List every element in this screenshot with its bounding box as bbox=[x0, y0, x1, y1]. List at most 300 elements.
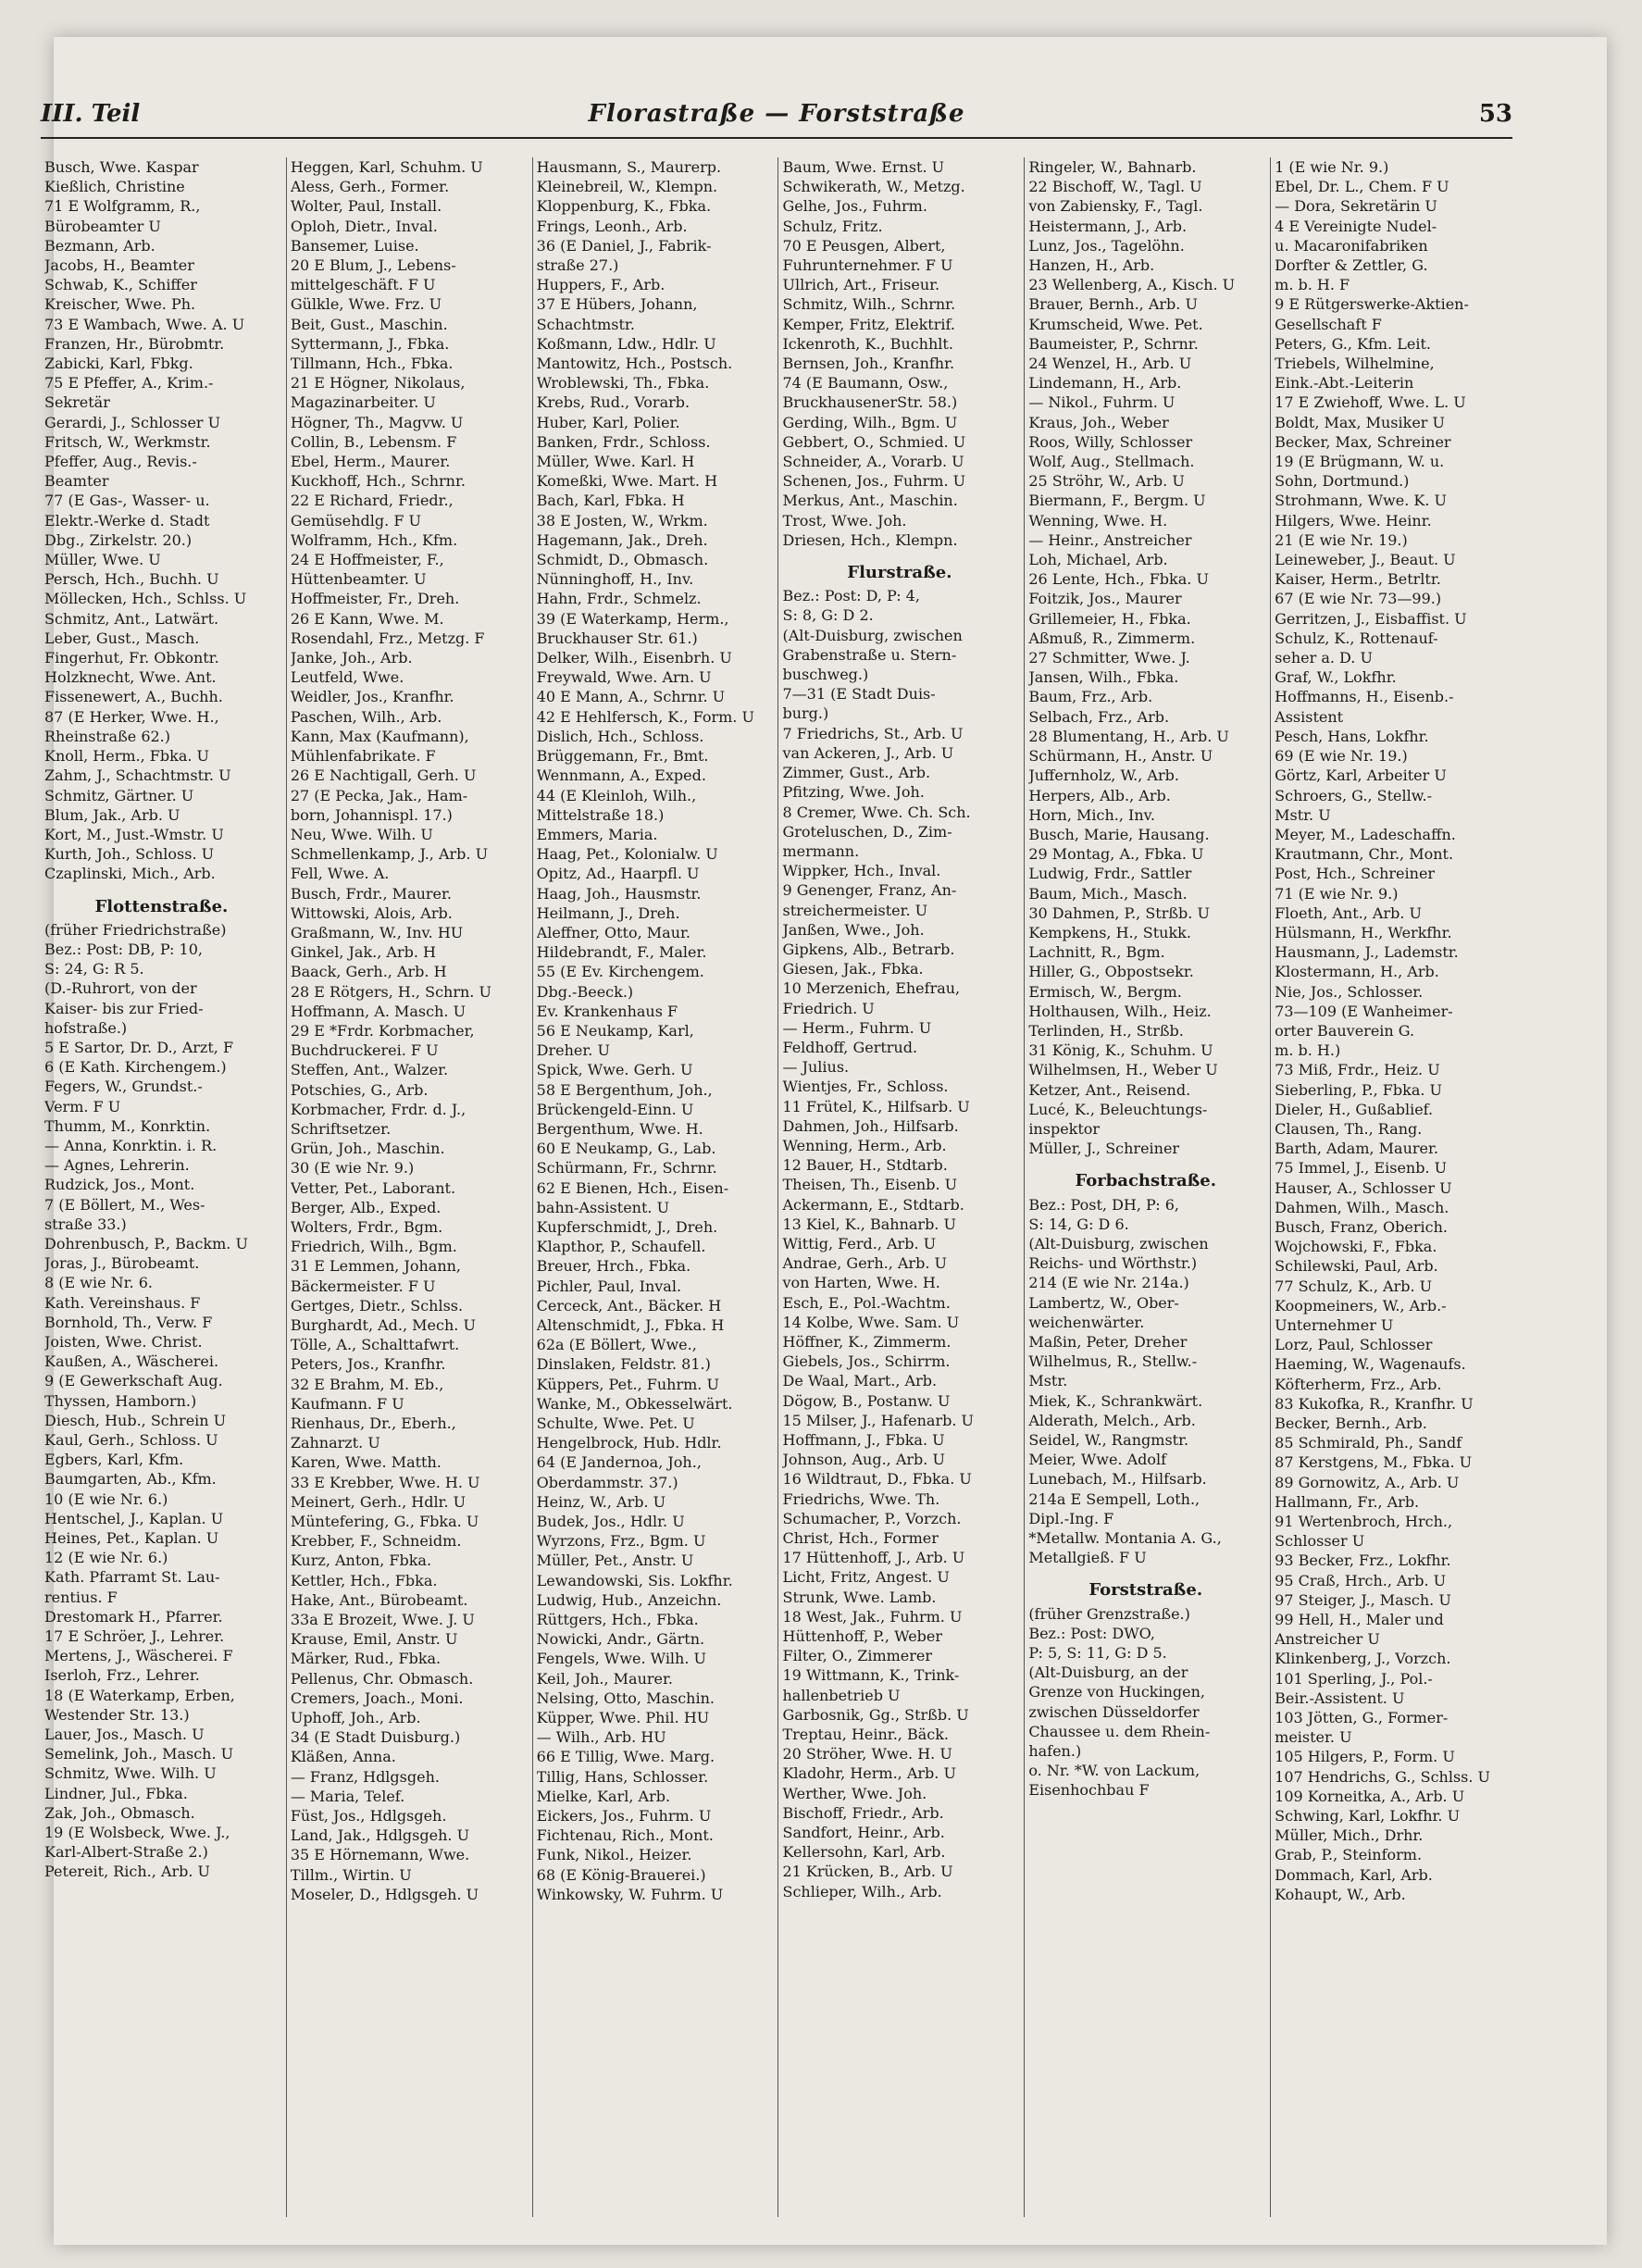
directory-entry: seher a. D. U bbox=[1275, 649, 1373, 667]
directory-entry: hallenbetrieb U bbox=[782, 1686, 901, 1704]
directory-entry: Nelsing, Otto, Maschin. bbox=[536, 1689, 715, 1707]
directory-entry: 21 Krücken, B., Arb. U bbox=[782, 1863, 953, 1881]
directory-entry: 66 E Tillig, Wwe. Marg. bbox=[536, 1748, 715, 1766]
directory-entry: Komeßki, Wwe. Mart. H bbox=[536, 472, 718, 491]
directory-entry: Kohaupt, W., Arb. bbox=[1275, 1885, 1406, 1903]
directory-entry: zwischen Düsseldorfer bbox=[1028, 1702, 1200, 1721]
street-heading: Forbachstraße. bbox=[1075, 1171, 1217, 1191]
directory-entry: 29 E *Frdr. Korbmacher, bbox=[290, 1021, 475, 1040]
directory-entry: Dreher. U bbox=[536, 1041, 610, 1060]
directory-entry: Freywald, Wwe. Arn. U bbox=[536, 668, 712, 687]
directory-entry: Garbosnik, Gg., Strßb. U bbox=[782, 1705, 969, 1724]
directory-entry: Kleinebreil, W., Klempn. bbox=[536, 178, 718, 196]
directory-entry: u. Macaronifabriken bbox=[1275, 236, 1428, 255]
directory-entry: Gertges, Dietr., Schlss. bbox=[290, 1296, 464, 1315]
directory-entry: Mstr. bbox=[1028, 1372, 1068, 1390]
directory-entry: Heilmann, J., Dreh. bbox=[536, 903, 680, 922]
directory-entry: Lorz, Paul, Schlosser bbox=[1275, 1336, 1433, 1354]
directory-entry: Brauer, Bernh., Arb. U bbox=[1028, 295, 1198, 314]
directory-entry: 93 Becker, Frz., Lokfhr. bbox=[1275, 1551, 1451, 1570]
directory-entry: Clausen, Th., Rang. bbox=[1275, 1119, 1423, 1138]
directory-entry: Kießlich, Christine bbox=[44, 178, 185, 196]
directory-entry: Grillemeier, H., Fbka. bbox=[1028, 609, 1191, 628]
directory-entry: Heistermann, J., Arb. bbox=[1028, 217, 1188, 235]
directory-entry: (Alt-Duisburg, an der bbox=[1028, 1664, 1188, 1682]
directory-entry: Kaul, Gerh., Schloss. U bbox=[44, 1431, 218, 1449]
directory-entry: (Alt-Duisburg, zwischen bbox=[1028, 1234, 1209, 1252]
directory-entry: Kurz, Anton, Fbka. bbox=[290, 1551, 432, 1570]
directory-entry: 37 E Hübers, Johann, bbox=[536, 295, 698, 314]
directory-entry: Fell, Wwe. A. bbox=[290, 865, 390, 883]
directory-entry: Wolters, Frdr., Bgm. bbox=[290, 1217, 443, 1236]
directory-entry: Roos, Willy, Schlosser bbox=[1028, 432, 1193, 451]
directory-entry: Bernsen, Joh., Kranfhr. bbox=[782, 355, 955, 373]
directory-entry: 31 E Lemmen, Johann, bbox=[290, 1257, 462, 1276]
directory-entry: 33a E Brozeit, Wwe. J. U bbox=[290, 1611, 475, 1629]
directory-entry: Schwing, Karl, Lokfhr. U bbox=[1275, 1807, 1461, 1826]
directory-entry: Baack, Gerh., Arb. H bbox=[290, 963, 447, 981]
directory-entry: Gipkens, Alb., Betrarb. bbox=[782, 940, 955, 958]
directory-entry: 8 Cremer, Wwe. Ch. Sch. bbox=[782, 803, 971, 821]
directory-entry: Ebel, Herm., Maurer. bbox=[290, 453, 451, 471]
directory-entry: Lucé, K., Beleuchtungs- bbox=[1028, 1100, 1208, 1118]
directory-entry: Kempkens, H., Stukk. bbox=[1028, 923, 1191, 941]
directory-entry: meister. U bbox=[1275, 1728, 1352, 1747]
directory-entry: Dahmen, Wilh., Masch. bbox=[1275, 1198, 1449, 1216]
directory-entry: Schulz, Fritz. bbox=[782, 217, 883, 235]
directory-entry: Drestomark H., Pfarrer. bbox=[44, 1607, 223, 1626]
directory-entry: 77 (E Gas-, Wasser- u. bbox=[44, 492, 210, 510]
directory-entry: Lambertz, W., Ober- bbox=[1028, 1293, 1179, 1312]
directory-entry: Baum, Frz., Arb. bbox=[1028, 688, 1153, 706]
directory-entry: Giesen, Jak., Fbka. bbox=[782, 960, 924, 978]
directory-entry: hofstraße.) bbox=[44, 1018, 128, 1037]
directory-entry: 91 Wertenbroch, Hrch., bbox=[1275, 1513, 1453, 1531]
directory-entry: Hallmann, Fr., Arb. bbox=[1275, 1492, 1420, 1511]
directory-entry: Bansemer, Luise. bbox=[290, 236, 419, 255]
directory-entry: 62a (E Böllert, Wwe., bbox=[536, 1336, 697, 1354]
directory-entry: Dinslaken, Feldstr. 81.) bbox=[536, 1355, 711, 1374]
directory-entry: 73 E Wambach, Wwe. A. U bbox=[44, 315, 245, 333]
directory-entry: Krebber, F., Schneidm. bbox=[290, 1532, 462, 1551]
directory-entry: Oberdammstr. 37.) bbox=[536, 1473, 678, 1491]
directory-entry: Persch, Hch., Buchh. U bbox=[44, 570, 219, 589]
directory-entry: Schürmann, H., Anstr. U bbox=[1028, 747, 1213, 766]
directory-entry: 18 West, Jak., Fuhrm. U bbox=[782, 1607, 963, 1626]
directory-entry: Brüggemann, Fr., Bmt. bbox=[536, 747, 709, 766]
directory-entry: Meyer, M., Ladeschaffn. bbox=[1275, 825, 1456, 843]
directory-entry: Ludwig, Hub., Anzeichn. bbox=[536, 1590, 722, 1609]
running-title: Florastraße — Forststraße bbox=[588, 100, 965, 128]
directory-entry: Schulte, Wwe. Pet. U bbox=[536, 1414, 695, 1432]
directory-entry: Gerding, Wilh., Bgm. U bbox=[782, 413, 958, 431]
directory-entry: 74 (E Baumann, Osw., bbox=[782, 374, 949, 393]
page-header bbox=[41, 81, 1512, 139]
directory-entry: Petereit, Rich., Arb. U bbox=[44, 1863, 211, 1881]
directory-entry: Kaiser, Herm., Betrltr. bbox=[1275, 570, 1441, 589]
directory-entry: Ebel, Dr. L., Chem. F U bbox=[1275, 178, 1449, 196]
directory-entry: 17 Hüttenhoff, J., Arb. U bbox=[782, 1549, 965, 1567]
directory-entry: Leutfeld, Wwe. bbox=[290, 668, 404, 687]
directory-entry: Baum, Wwe. Ernst. U bbox=[782, 158, 945, 176]
directory-entry: — Franz, Hdlgsgeh. bbox=[290, 1767, 440, 1786]
directory-entry: Licht, Fritz, Angest. U bbox=[782, 1568, 950, 1587]
directory-entry: Mstr. U bbox=[1275, 805, 1331, 824]
directory-entry: Wenning, Wwe. H. bbox=[1028, 511, 1168, 530]
directory-entry: Küpper, Wwe. Phil. HU bbox=[536, 1709, 710, 1727]
directory-entry: mittelgeschäft. F U bbox=[290, 276, 436, 294]
directory-entry: Foitzik, Jos., Maurer bbox=[1028, 590, 1182, 608]
directory-entry: Aßmuß, R., Zimmerm. bbox=[1028, 629, 1196, 647]
directory-entry: Mittelstraße 18.) bbox=[536, 805, 665, 824]
directory-entry: Eickers, Jos., Fuhrm. U bbox=[536, 1807, 712, 1826]
directory-entry: Gemüsehdlg. F U bbox=[290, 511, 421, 530]
directory-entry: 9 (E Gewerkschaft Aug. bbox=[44, 1372, 223, 1390]
directory-entry: 1 (E wie Nr. 9.) bbox=[1275, 158, 1389, 176]
directory-entry: Nünninghoff, H., Inv. bbox=[536, 570, 694, 589]
directory-entry: buschweg.) bbox=[782, 666, 869, 684]
directory-entry: Jansen, Wilh., Fbka. bbox=[1028, 668, 1179, 687]
directory-entry: Breuer, Hrch., Fbka. bbox=[536, 1257, 691, 1276]
directory-entry: Holzknecht, Wwe. Ant. bbox=[44, 668, 217, 687]
directory-entry: 28 E Rötgers, H., Schrn. U bbox=[290, 982, 491, 1001]
directory-entry: 60 E Neukamp, G., Lab. bbox=[536, 1140, 716, 1158]
directory-entry: 9 Genenger, Franz, An- bbox=[782, 881, 957, 900]
directory-entry: Schroers, G., Stellw.- bbox=[1275, 786, 1432, 804]
directory-entry: Schlosser U bbox=[1275, 1532, 1365, 1551]
directory-entry: (früher Grenzstraße.) bbox=[1028, 1604, 1190, 1623]
directory-entry: 105 Hilgers, P., Form. U bbox=[1275, 1748, 1455, 1766]
directory-entry: Wippker, Hch., Inval. bbox=[782, 862, 941, 880]
directory-entry: Bezmann, Arb. bbox=[44, 236, 155, 255]
directory-entry: Jacobs, H., Beamter bbox=[44, 256, 194, 275]
directory-entry: 58 E Bergenthum, Joh., bbox=[536, 1080, 713, 1099]
directory-entry: Sekretär bbox=[44, 393, 110, 412]
directory-entry: 12 (E wie Nr. 6.) bbox=[44, 1549, 168, 1567]
directory-entry: Feldhoff, Gertrud. bbox=[782, 1038, 918, 1056]
directory-entry: Lunz, Jos., Tagelöhn. bbox=[1028, 236, 1185, 255]
directory-entry: Heinz, W., Arb. U bbox=[536, 1492, 666, 1511]
directory-entry: Weidler, Jos., Kranfhr. bbox=[290, 688, 454, 706]
directory-entry: Krause, Emil, Anstr. U bbox=[290, 1630, 458, 1649]
page-number: 53 bbox=[1478, 100, 1512, 128]
directory-entry: 21 E Högner, Nikolaus, bbox=[290, 374, 466, 393]
directory-entry: Dohrenbusch, P., Backm. U bbox=[44, 1234, 248, 1252]
directory-entry: Müntefering, G., Fbka. U bbox=[290, 1513, 479, 1531]
directory-entry: Johnson, Aug., Arb. U bbox=[782, 1451, 945, 1469]
directory-entry: Gesellschaft F bbox=[1275, 315, 1382, 333]
directory-entry: Opitz, Ad., Haarpfl. U bbox=[536, 865, 700, 883]
directory-entry: Wolf, Aug., Stellmach. bbox=[1028, 453, 1195, 471]
directory-entry: Delker, Wilh., Eisenbrh. U bbox=[536, 649, 732, 667]
directory-entry: — Julius. bbox=[782, 1058, 850, 1077]
directory-entry: Frings, Leonh., Arb. bbox=[536, 217, 688, 235]
directory-entry: Diesch, Hub., Schrein U bbox=[44, 1411, 227, 1429]
directory-entry: Sandfort, Heinr., Arb. bbox=[782, 1824, 945, 1842]
directory-entry: Hiller, G., Obpostsekr. bbox=[1028, 963, 1194, 981]
directory-entry: Holthausen, Wilh., Heiz. bbox=[1028, 1002, 1212, 1020]
directory-entry: Graf, W., Lokfhr. bbox=[1275, 668, 1397, 687]
directory-entry: 28 Blumentang, H., Arb. U bbox=[1028, 727, 1229, 745]
directory-entry: Görtz, Karl, Arbeiter U bbox=[1275, 766, 1447, 785]
directory-entry: 77 Schulz, K., Arb. U bbox=[1275, 1277, 1433, 1295]
directory-entry: Triebels, Wilhelmine, bbox=[1275, 355, 1435, 373]
directory-entry: S: 8, G: D 2. bbox=[782, 606, 874, 625]
directory-entry: Schmitz, Gärtner. U bbox=[44, 786, 194, 804]
directory-entry: Wyrzons, Frz., Bgm. U bbox=[536, 1532, 706, 1551]
directory-entry: Grab, P., Steinform. bbox=[1275, 1846, 1423, 1864]
directory-entry: Dipl.-Ing. F bbox=[1028, 1509, 1114, 1527]
directory-entry: Huber, Karl, Polier. bbox=[536, 413, 680, 431]
directory-entry: Kaufmann. F U bbox=[290, 1394, 404, 1413]
directory-entry: Dommach, Karl, Arb. bbox=[1275, 1865, 1433, 1884]
directory-entry: 17 E Schröer, J., Lehrer. bbox=[44, 1627, 225, 1646]
directory-entry: Dieler, H., Gußablief. bbox=[1275, 1100, 1434, 1118]
directory-entry: Hüttenbeamter. U bbox=[290, 570, 427, 589]
directory-entry: 214a E Sempell, Loth., bbox=[1028, 1489, 1200, 1508]
directory-entry: Ev. Krankenhaus F bbox=[536, 1002, 678, 1020]
directory-entry: Egbers, Karl, Kfm. bbox=[44, 1451, 184, 1469]
directory-entry: 55 (E Ev. Kirchengem. bbox=[536, 963, 704, 981]
directory-entry: Ringeler, W., Bahnarb. bbox=[1028, 158, 1197, 176]
directory-entry: S: 24, G: R 5. bbox=[44, 960, 144, 978]
directory-entry: Blum, Jak., Arb. U bbox=[44, 805, 180, 824]
directory-entry: Gerardi, J., Schlosser U bbox=[44, 413, 221, 431]
directory-entry: 20 E Blum, J., Lebens- bbox=[290, 256, 456, 275]
directory-entry: Beamter bbox=[44, 472, 109, 491]
directory-entry: Zahm, J., Schachtmstr. U bbox=[44, 766, 231, 785]
directory-entry: 10 (E wie Nr. 6.) bbox=[44, 1489, 168, 1508]
directory-entry: Rosendahl, Frz., Metzg. F bbox=[290, 629, 485, 647]
directory-entry: 29 Montag, A., Fbka. U bbox=[1028, 845, 1204, 864]
directory-entry: Hagemann, Jak., Dreh. bbox=[536, 530, 708, 549]
directory-entry: Dorfter & Zettler, G. bbox=[1275, 256, 1428, 275]
directory-entry: Zimmer, Gust., Arb. bbox=[782, 764, 931, 782]
column-4 bbox=[777, 157, 1020, 2217]
directory-entry: Müller, J., Schreiner bbox=[1028, 1140, 1180, 1158]
directory-entry: Magazinarbeiter. U bbox=[290, 393, 436, 412]
directory-entry: Neu, Wwe. Wilh. U bbox=[290, 825, 433, 843]
directory-entry: 31 König, K., Schuhm. U bbox=[1028, 1041, 1213, 1060]
directory-entry: Hoffmann, A. Masch. U bbox=[290, 1002, 466, 1020]
directory-entry: Aleffner, Otto, Maur. bbox=[536, 923, 690, 941]
directory-entry: Gerritzen, J., Eisbaffist. U bbox=[1275, 609, 1467, 628]
directory-entry: Klinkenberg, J., Vorzch. bbox=[1275, 1650, 1451, 1668]
directory-entry: Burghardt, Ad., Mech. U bbox=[290, 1315, 476, 1334]
directory-entry: Elektr.-Werke d. Stadt bbox=[44, 511, 210, 530]
directory-entry: — Dora, Sekretärin U bbox=[1275, 197, 1437, 216]
directory-entry: Rienhaus, Dr., Eberh., bbox=[290, 1414, 456, 1432]
directory-entry: Kupferschmidt, J., Dreh. bbox=[536, 1217, 718, 1236]
directory-entry: Küppers, Pet., Fuhrm. U bbox=[536, 1375, 719, 1393]
directory-entry: m. b. H.) bbox=[1275, 1041, 1341, 1060]
directory-entry: Kaiser- bis zur Fried- bbox=[44, 999, 204, 1017]
directory-entry: Friedrich, Wilh., Bgm. bbox=[290, 1238, 457, 1256]
directory-entry: 214 (E wie Nr. 214a.) bbox=[1028, 1274, 1189, 1292]
directory-entry: Peters, G., Kfm. Leit. bbox=[1275, 334, 1431, 353]
directory-entry: Klapthor, P., Schaufell. bbox=[536, 1238, 706, 1256]
directory-entry: 22 E Richard, Friedr., bbox=[290, 492, 454, 510]
directory-entry: Selbach, Frz., Arb. bbox=[1028, 707, 1170, 726]
directory-entry: Pfitzing, Wwe. Joh. bbox=[782, 783, 925, 802]
directory-entry: Hüttenhoff, P., Weber bbox=[782, 1627, 943, 1646]
directory-entry: Gebbert, O., Schmied. U bbox=[782, 432, 966, 451]
directory-entry: Budek, Jos., Hdlr. U bbox=[536, 1513, 685, 1531]
directory-entry: Klostermann, H., Arb. bbox=[1275, 963, 1439, 981]
directory-entry: Strohmann, Wwe. K. U bbox=[1275, 492, 1447, 510]
directory-entry: (Alt-Duisburg, zwischen bbox=[782, 626, 963, 644]
directory-entry: Grabenstraße u. Stern- bbox=[782, 645, 957, 664]
directory-entry: Nowicki, Andr., Gärtn. bbox=[536, 1630, 705, 1649]
directory-entry: Kellersohn, Karl, Arb. bbox=[782, 1843, 946, 1862]
directory-entry: Horn, Mich., Inv. bbox=[1028, 805, 1155, 824]
directory-entry: Bruckhauser Str. 61.) bbox=[536, 629, 698, 647]
directory-entry: Aless, Gerh., Former. bbox=[290, 178, 450, 196]
directory-entry: Schilewski, Paul, Arb. bbox=[1275, 1257, 1438, 1276]
directory-entry: 30 (E wie Nr. 9.) bbox=[290, 1159, 415, 1178]
directory-entry: Lachnitt, R., Bgm. bbox=[1028, 943, 1165, 962]
directory-entry: Hülsmann, H., Werkfhr. bbox=[1275, 923, 1452, 941]
directory-entry: van Ackeren, J., Arb. U bbox=[782, 743, 954, 762]
directory-entry: Hoffmanns, H., Eisenb.- bbox=[1275, 688, 1454, 706]
directory-entry: Eink.-Abt.-Leiterin bbox=[1275, 374, 1414, 393]
directory-entry: Steffen, Ant., Walzer. bbox=[290, 1061, 449, 1079]
directory-entry: 7—31 (E Stadt Duis- bbox=[782, 685, 936, 704]
directory-entry: Wolframm, Hch., Kfm. bbox=[290, 530, 458, 549]
directory-entry: Fuhrunternehmer. F U bbox=[782, 256, 953, 275]
directory-entry: streichermeister. U bbox=[782, 901, 928, 919]
directory-entry: 13 Kiel, K., Bahnarb. U bbox=[782, 1215, 956, 1233]
directory-entry: Müller, Mich., Drhr. bbox=[1275, 1826, 1424, 1845]
directory-entry: Vetter, Pet., Laborant. bbox=[290, 1178, 456, 1197]
directory-entry: 73—109 (E Wanheimer- bbox=[1275, 1002, 1453, 1020]
directory-entry: Lewandowski, Sis. Lokfhr. bbox=[536, 1571, 733, 1589]
directory-entry: Mielke, Karl, Arb. bbox=[536, 1787, 671, 1805]
directory-entry: von Zabiensky, F., Tagl. bbox=[1028, 197, 1203, 216]
directory-entry: Driesen, Hch., Klempn. bbox=[782, 530, 958, 549]
directory-entry: 101 Sperling, J., Pol.- bbox=[1275, 1669, 1433, 1688]
directory-entry: Gülkle, Wwe. Frz. U bbox=[290, 295, 442, 314]
directory-entry: Nie, Jos., Schlosser. bbox=[1275, 982, 1424, 1001]
directory-entry: 62 E Bienen, Hch., Eisen- bbox=[536, 1178, 729, 1197]
directory-entry: Bornhold, Th., Verw. F bbox=[44, 1313, 213, 1331]
directory-entry: 67 (E wie Nr. 73—99.) bbox=[1275, 590, 1442, 608]
directory-entry: Kath. Vereinshaus. F bbox=[44, 1293, 201, 1312]
directory-entry: Hoffmann, J., Fbka. U bbox=[782, 1431, 945, 1449]
directory-entry: Terlinden, H., Strßb. bbox=[1028, 1021, 1184, 1040]
directory-entry: Becker, Bernh., Arb. bbox=[1275, 1414, 1427, 1432]
directory-entry: Bürobeamter U bbox=[44, 217, 161, 235]
directory-entry: Altenschmidt, J., Fbka. H bbox=[536, 1315, 725, 1334]
directory-entry: Meier, Wwe. Adolf bbox=[1028, 1451, 1167, 1469]
directory-entry: Loh, Michael, Arb. bbox=[1028, 551, 1168, 569]
directory-entry: 7 Friedrichs, St., Arb. U bbox=[782, 724, 964, 742]
directory-entry: 34 (E Stadt Duisburg.) bbox=[290, 1728, 461, 1747]
directory-entry: Ginkel, Jak., Arb. H bbox=[290, 943, 436, 962]
directory-entry: 11 Frütel, K., Hilfsarb. U bbox=[782, 1097, 970, 1115]
directory-entry: burg.) bbox=[782, 704, 829, 723]
directory-entry: Pfeffer, Aug., Revis.- bbox=[44, 453, 197, 471]
directory-entry: Wilhelmus, R., Stellw.- bbox=[1028, 1352, 1198, 1371]
directory-entry: mermann. bbox=[782, 841, 860, 860]
directory-entry: Westender Str. 13.) bbox=[44, 1705, 190, 1724]
directory-entry: Giebels, Jos., Schirrm. bbox=[782, 1352, 951, 1371]
directory-entry: 27 Schmitter, Wwe. J. bbox=[1028, 649, 1190, 667]
directory-entry: Baumgarten, Ab., Kfm. bbox=[44, 1470, 217, 1489]
directory-entry: Gelhe, Jos., Fuhrm. bbox=[782, 197, 927, 216]
directory-entry: Czaplinski, Mich., Arb. bbox=[44, 865, 216, 883]
directory-entry: born, Johannispl. 17.) bbox=[290, 805, 453, 824]
directory-entry: Tölle, A., Schalttafwrt. bbox=[290, 1336, 460, 1354]
directory-entry: Wientjes, Fr., Schloss. bbox=[782, 1078, 949, 1096]
directory-entry: weichenwärter. bbox=[1028, 1313, 1145, 1331]
directory-entry: Wennmann, A., Exped. bbox=[536, 766, 706, 785]
directory-entry: Brückengeld-Einn. U bbox=[536, 1100, 694, 1118]
directory-entry: 5 E Sartor, Dr. D., Arzt, F bbox=[44, 1038, 234, 1056]
directory-entry: S: 14, G: D 6. bbox=[1028, 1215, 1129, 1233]
directory-entry: 30 Dahmen, P., Strßb. U bbox=[1028, 903, 1210, 922]
directory-entry: 83 Kukofka, R., Kranfhr. U bbox=[1275, 1394, 1474, 1413]
directory-entry: Bach, Karl, Fbka. H bbox=[536, 492, 685, 510]
directory-entry: Haag, Joh., Hausmstr. bbox=[536, 884, 702, 903]
directory-entry: Müller, Wwe. U bbox=[44, 551, 161, 569]
directory-entry: 39 (E Waterkamp, Herm., bbox=[536, 609, 729, 628]
directory-entry: Verm. F U bbox=[44, 1097, 121, 1115]
directory-entry: Kann, Max (Kaufmann), bbox=[290, 727, 469, 745]
street-heading: Forststraße. bbox=[1088, 1580, 1203, 1601]
directory-entry: Buchdruckerei. F U bbox=[290, 1041, 439, 1060]
directory-entry: Bez.: Post: D, P: 4, bbox=[782, 587, 920, 605]
directory-entry: Schulz, K., Rottenauf- bbox=[1275, 629, 1438, 647]
directory-entry: Korbmacher, Frdr. d. J., bbox=[290, 1100, 466, 1118]
directory-entry: Hanzen, H., Arb. bbox=[1028, 256, 1155, 275]
directory-entry: Schumacher, P., Vorzch. bbox=[782, 1509, 962, 1527]
directory-entry: Kreischer, Wwe. Ph. bbox=[44, 295, 196, 314]
directory-entry: Iserloh, Frz., Lehrer. bbox=[44, 1666, 200, 1685]
directory-entry: Fingerhut, Fr. Obkontr. bbox=[44, 649, 219, 667]
directory-entry: Schwikerath, W., Metzg. bbox=[782, 178, 965, 196]
directory-entry: Wilhelmsen, H., Weber U bbox=[1028, 1061, 1218, 1079]
text-columns bbox=[41, 157, 1512, 2217]
directory-entry: Rheinstraße 62.) bbox=[44, 727, 170, 745]
directory-entry: Keil, Joh., Maurer. bbox=[536, 1669, 673, 1688]
directory-entry: 27 (E Pecka, Jak., Ham- bbox=[290, 786, 468, 804]
directory-entry: Dbg., Zirkelstr. 20.) bbox=[44, 530, 193, 549]
directory-entry: 38 E Josten, W., Wrkm. bbox=[536, 511, 708, 530]
directory-entry: 12 Bauer, H., Stdtarb. bbox=[782, 1156, 948, 1175]
directory-entry: Thumm, M., Konrktin. bbox=[44, 1116, 211, 1135]
directory-entry: — Agnes, Lehrerin. bbox=[44, 1156, 190, 1175]
directory-entry: Haag, Pet., Kolonialw. U bbox=[536, 845, 718, 864]
directory-entry: Schriftsetzer. bbox=[290, 1119, 392, 1138]
directory-entry: 6 (E Kath. Kirchengem.) bbox=[44, 1058, 227, 1077]
directory-entry: Krautmann, Chr., Mont. bbox=[1275, 845, 1454, 864]
directory-entry: 75 Immel, J., Eisenb. U bbox=[1275, 1159, 1448, 1178]
directory-entry: 22 Bischoff, W., Tagl. U bbox=[1028, 178, 1202, 196]
directory-entry: Seidel, W., Rangmstr. bbox=[1028, 1431, 1189, 1449]
directory-entry: Bischoff, Friedr., Arb. bbox=[782, 1803, 944, 1822]
directory-entry: Reichs- und Wörthstr.) bbox=[1028, 1254, 1198, 1273]
directory-entry: Högner, Th., Magvw. U bbox=[290, 413, 464, 431]
directory-entry: Paschen, Wilh., Arb. bbox=[290, 707, 442, 726]
directory-entry: Leber, Gust., Masch. bbox=[44, 629, 200, 647]
directory-entry: Hausmann, S., Maurerp. bbox=[536, 158, 722, 176]
directory-entry: Dahmen, Joh., Hilfsarb. bbox=[782, 1116, 959, 1135]
directory-entry: (früher Friedrichstraße) bbox=[44, 920, 227, 939]
directory-entry: Koopmeiners, W., Arb.- bbox=[1275, 1296, 1447, 1315]
directory-entry: 19 (E Wolsbeck, Wwe. J., bbox=[44, 1824, 230, 1842]
directory-entry: Kläßen, Anna. bbox=[290, 1748, 396, 1766]
